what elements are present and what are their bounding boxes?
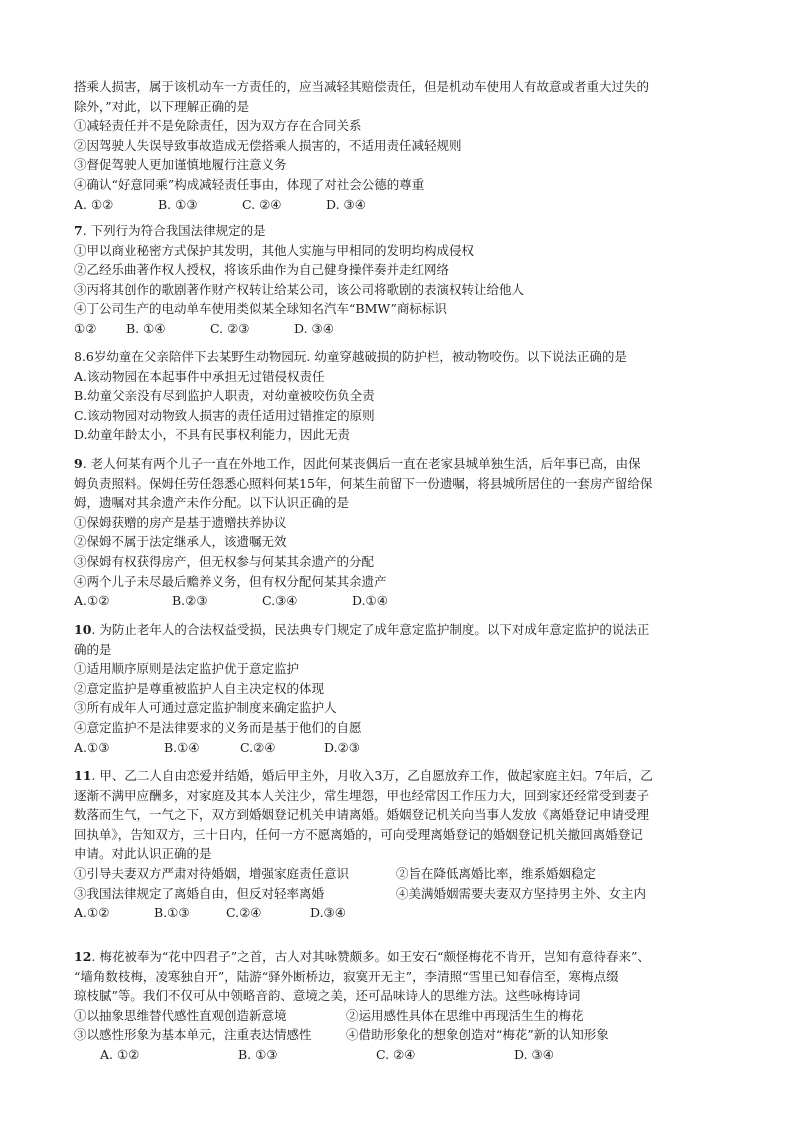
q9-choice-1: ①保姆获赠的房产是基于遗赠扶养协议 — [74, 514, 287, 530]
q9-number: 9 — [74, 456, 83, 471]
q10-stem — [74, 620, 734, 640]
q11-number: 11 — [74, 768, 92, 783]
q12-choice-1: ①以抽象思维替代感性直观创造新意境 — [74, 1007, 287, 1023]
q10-choice-1: ①适用顺序原则是法定监护优于意定监护 — [74, 661, 300, 677]
question-12 — [74, 947, 734, 1065]
q12-line-2: “墙角数枝梅，凌寒独自开”，陆游“驿外断桥边，寂寞开无主”，李清照“雪里已知春信至，寒梅点缀 — [74, 968, 619, 984]
q10-option-a: A.①③ — [74, 739, 110, 755]
q9-option-a: A.①② — [74, 593, 110, 609]
q6-line-1: 搭乘人损害，属于该机动车一方责任的，应当减轻其赔偿责任，但是机动车使用人有故意或者重大过失的 — [74, 79, 650, 94]
q12-option-d: D. ③④ — [514, 1046, 554, 1062]
question-11 — [74, 766, 734, 923]
q12-option-a: A. ①② — [100, 1046, 140, 1062]
q12-choice-3: ③以感性形象为基本单元，注重表达情感性 — [74, 1027, 312, 1043]
q9-choice-4: ④两个儿子未尽最后赡养义务，但有权分配何某其余遗产 — [74, 573, 387, 589]
q11-option-a: A.①② — [74, 905, 110, 921]
q7-choice-2: ②乙经乐曲著作权人授权，将该乐曲作为自己健身操伴奏并走红网络 — [74, 262, 450, 278]
q12-option-b: B. ①③ — [238, 1046, 278, 1062]
q8-option-b: B.幼童父亲没有尽到监护人职责，对幼童被咬伤负全责 — [74, 388, 375, 404]
q11-choice-3: ③我国法律规定了离婚自由，但反对轻率离婚 — [74, 885, 325, 901]
q11-choices-row-1 — [74, 864, 734, 884]
q7-choice-3: ③丙将其创作的歌剧著作财产权转让给某公司，该公司将歌剧的表演权转让给他人 — [74, 281, 525, 297]
q7-option-b: B. ①④ — [126, 320, 166, 336]
q7-choice-1: ①甲以商业秘密方式保护其发明，其他人实施与甲相同的发明均构成侵权 — [74, 242, 475, 258]
q12-choices-row-2 — [74, 1025, 734, 1045]
q7-option-d: D. ③④ — [294, 320, 334, 336]
q10-choice-3: ③所有成年人可通过意定监护制度来确定监护人 — [74, 700, 337, 716]
question-10 — [74, 620, 734, 757]
q12-options — [74, 1045, 734, 1065]
q8-option-a: A.该动物园在本起事件中承担无过错侵权责任 — [74, 368, 325, 384]
q9-choice-2: ②保姆不属于法定继承人，该遗嘱无效 — [74, 534, 287, 550]
q11-stem — [74, 766, 734, 786]
q6-option-b: B. ①③ — [158, 196, 198, 212]
q9-stem — [74, 454, 734, 474]
q12-choices-row-1 — [74, 1006, 734, 1026]
q12-stem-text: . 梅花被奉为“花中四君子”之首，古人对其咏赞颇多。如王安石“颇怪梅花不肯开，岂知有意待春来”、 — [91, 949, 650, 964]
q6-option-a: A. ①② — [74, 196, 114, 212]
q6-choice-2: ②因驾驶人失误导致事故造成无偿搭乘人损害的，不适用责任减轻规则 — [74, 137, 462, 153]
q7-option-c: C. ②③ — [210, 320, 250, 336]
q11-choice-4: ④美满婚姻需要夫妻双方坚持男主外、女主内 — [396, 885, 647, 901]
q10-choice-2: ②意定监护是尊重被监护人自主决定权的体现 — [74, 680, 325, 696]
q10-options — [74, 738, 734, 758]
q6-option-c: C. ②④ — [242, 196, 282, 212]
q10-number: 10 — [74, 622, 92, 637]
q12-option-c: C. ②④ — [376, 1046, 416, 1062]
q10-option-b: B.①④ — [164, 739, 200, 755]
q7-option-a: ①② — [74, 320, 97, 336]
q11-choice-2: ②旨在降低离婚比率，维系婚姻稳定 — [396, 865, 597, 881]
q7-stem — [74, 221, 734, 241]
q6-line-2: 除外，”对此，以下理解正确的是 — [74, 98, 250, 114]
question-6 — [74, 77, 734, 214]
q8-stem: 8.6岁幼童在父亲陪伴下去某野生动物园玩. 幼童穿越破损的防护栏，被动物咬伤。以下说法正确的是 — [74, 349, 627, 364]
q9-options — [74, 591, 734, 611]
q10-line-2: 确的是 — [74, 641, 112, 657]
q11-line-2: 逐渐不满甲应酬多，对家庭及其本人关注少，常生埋怨，甲也经常因工作压力大，回到家还经常受到妻子 — [74, 787, 650, 803]
q9-option-b: B.②③ — [172, 593, 208, 609]
q9-option-d: D.①④ — [352, 593, 388, 609]
q11-stem-text: . 甲、乙二人自由恋爱并结婚，婚后甲主外，月收入3万，乙自愿放弃工作，做起家庭主妇。7年后，乙 — [91, 768, 653, 783]
q12-line-3: 琼枝腻”等。我们不仅可从中领略音韵、意境之美，还可品味诗人的思维方法。这些咏梅诗词 — [74, 988, 581, 1004]
q11-option-c: C.②④ — [226, 905, 262, 921]
q11-option-b: B.①③ — [154, 905, 190, 921]
q11-choices-row-2 — [74, 884, 734, 904]
q10-choice-4: ④意定监护不是法律要求的义务而是基于他们的自愿 — [74, 719, 362, 735]
q11-line-5: 申请。对此认识正确的是 — [74, 846, 212, 862]
question-8 — [74, 347, 734, 445]
q9-line-3: 姆，遗嘱对其余遗产未作分配。以下认识正确的是 — [74, 495, 350, 511]
question-9 — [74, 454, 734, 611]
q9-option-c: C.③④ — [262, 593, 298, 609]
q6-option-d: D. ③④ — [326, 196, 366, 212]
q9-line-2: 姆负责照料。保姆任劳任怨悉心照料何某15年，何某生前留下一份遗嘱，将县城所居住的一套房产留给保 — [74, 475, 653, 491]
q7-choice-4: ④丁公司生产的电动单车使用类似某全球知名汽车“BMW”商标标识 — [74, 301, 447, 317]
question-7 — [74, 221, 734, 339]
q6-choice-1: ①减轻责任并不是免除责任，因为双方存在合同关系 — [74, 118, 362, 134]
q10-option-d: D.②③ — [324, 739, 360, 755]
q12-number: 12 — [74, 949, 92, 964]
q11-line-3: 数落而生气，一气之下，双方到婚姻登记机关申请离婚。婚姻登记机关向当事人发放《离婚登记申请受理 — [74, 807, 650, 823]
q6-choice-3: ③督促驾驶人更加谨慎地履行注意义务 — [74, 157, 287, 173]
q6-choice-4: ④确认“好意同乘”构成减轻责任事由，体现了对社会公德的尊重 — [74, 176, 425, 192]
q11-choice-1: ①引导夫妻双方严肃对待婚姻，增强家庭责任意识 — [74, 865, 350, 881]
q12-stem — [74, 947, 734, 967]
q12-choice-4: ④借助形象化的想象创造对“梅花”新的认知形象 — [346, 1027, 609, 1043]
q6-options — [74, 195, 734, 215]
q10-stem-text: . 为防止老年人的合法权益受损，民法典专门规定了成年意定监护制度。以下对成年意定监护的说法正 — [91, 622, 650, 637]
q8-option-d: D.幼童年龄太小，不具有民事权利能力，因此无责 — [74, 427, 351, 443]
q11-options — [74, 903, 734, 923]
q9-choice-3: ③保姆有权获得房产，但无权参与何某其余遗产的分配 — [74, 553, 375, 569]
q10-option-c: C.②④ — [240, 739, 276, 755]
q7-stem-text: . 下列行为符合我国法律规定的是 — [82, 223, 266, 238]
q12-choice-2: ②运用感性具体在思维中再现活生生的梅花 — [346, 1007, 584, 1023]
q7-number: 7 — [74, 223, 83, 238]
q11-line-4: 回执单》，告知双方，三十日内，任何一方不愿离婚的，可向受理离婚登记的婚姻登记机关撤回离婚登记 — [74, 826, 643, 842]
q7-options — [74, 319, 734, 339]
q11-option-d: D.③④ — [310, 905, 346, 921]
q8-option-c: C.该动物园对动物致人损害的责任适用过错推定的原则 — [74, 407, 375, 423]
q9-stem-text: . 老人何某有两个儿子一直在外地工作，因此何某丧偶后一直在老家县城单独生活，后年事已高，由保 — [82, 456, 641, 471]
